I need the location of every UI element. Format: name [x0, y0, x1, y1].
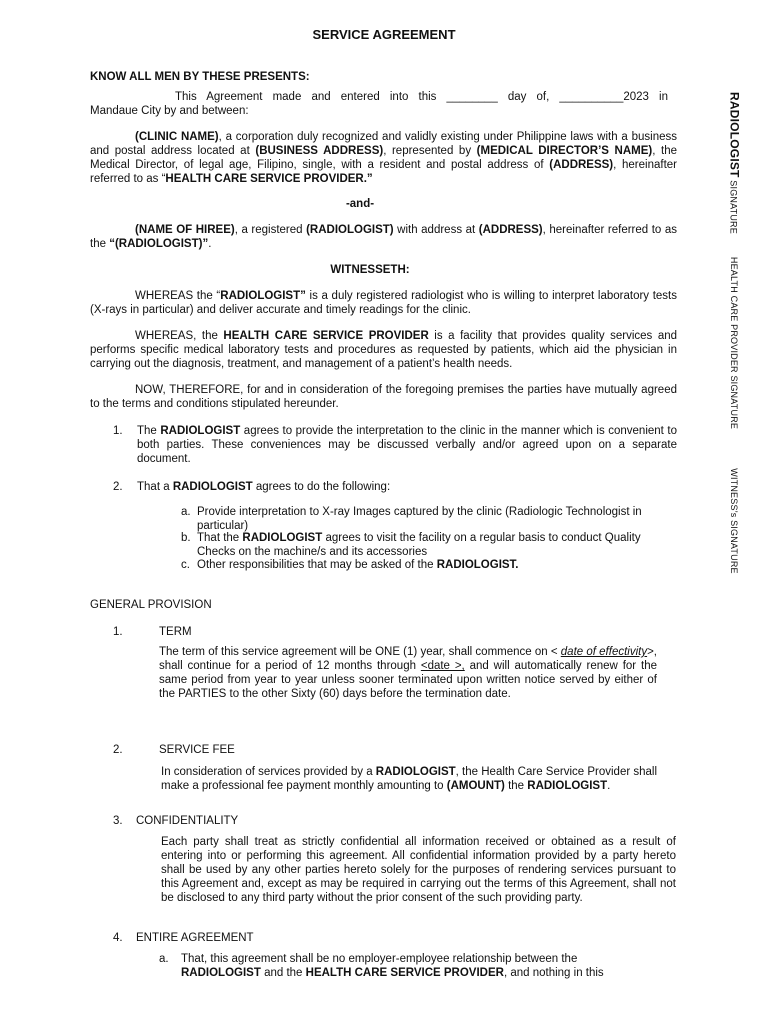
entire-a-letter: a.	[159, 953, 169, 965]
sub-a-text: Provide interpretation to X-ray Images captured by the clinic (Radiologic Technologist in particular)	[197, 506, 642, 532]
hiree-paragraph: (NAME OF HIREE), a registered (RADIOLOGIST) with address at (ADDRESS), hereinafter referred to as the “(RADIOLOGIST)”.	[90, 224, 677, 250]
sub-b-letter: b.	[181, 532, 191, 544]
sub-c-letter: c.	[181, 559, 190, 571]
confidentiality-text: Each party shall treat as strictly confidential all information received or obtained as a result of entering into or performing this agreement. All confidential information provided by a party hereto shall be used by any other parties hereto solely for the purposes of rendering services pursuant to this Agreement and, except as may be required in carrying out the terms of this Agreement, shall not be disclosed to any third party without the prior consent of the such providing party.	[161, 836, 676, 904]
confidentiality-number: 3.	[113, 815, 123, 827]
term-heading: TERM	[159, 626, 192, 638]
term-number: 1.	[113, 626, 123, 638]
intro-line-1: This Agreement made and entered into this ________ day of, __________2023 in	[175, 91, 668, 103]
general-provision-heading: GENERAL PROVISION	[90, 599, 212, 611]
document-title: SERVICE AGREEMENT	[312, 27, 456, 42]
intro-line-2: Mandaue City by and between:	[90, 105, 249, 117]
item-2-text: That a RADIOLOGIST agrees to do the following:	[137, 481, 391, 493]
provider-signature-label: HEALTH CARE PROVIDER SIGNATURE	[729, 256, 739, 430]
sub-c-text: Other responsibilities that may be asked of the RADIOLOGIST.	[197, 559, 519, 571]
fee-heading: SERVICE FEE	[159, 744, 235, 756]
confidentiality-heading: CONFIDENTIALITY	[136, 815, 239, 827]
whereas-provider: WHEREAS, the HEALTH CARE SERVICE PROVIDER is a facility that provides quality services and performs specific medical laboratory tests and procedures as requested by patients, which aid the physician in carrying out the diagnosis, treatment, and management of a patient’s health needs.	[90, 330, 678, 370]
fee-text: In consideration of services provided by a RADIOLOGIST, the Health Care Service Provider shall make a professional fee payment monthly amounting to (AMOUNT) the RADIOLOGIST.	[161, 766, 658, 792]
whereas-radiologist: WHEREAS the “RADIOLOGIST” is a duly registered radiologist who is willing to interpret laboratory tests (X-rays in particular) and deliver accurate and timely readings for the clinic.	[90, 290, 677, 316]
fee-number: 2.	[113, 744, 123, 756]
know-all-heading: KNOW ALL MEN BY THESE PRESENTS:	[90, 71, 310, 83]
sub-a-letter: a.	[181, 506, 191, 518]
item-2-number: 2.	[113, 481, 123, 493]
and-separator: -and-	[345, 198, 375, 210]
item-1-text: The RADIOLOGIST agrees to provide the interpretation to the clinic in the manner which is convenient to both parties. These conveniences may be discussed verbally and/or agreed upon on a separate document.	[137, 425, 678, 465]
clinic-paragraph: (CLINIC NAME), a corporation duly recognized and validly existing under Philippine laws with a business and postal address located at (BUSINESS ADDRESS), represented by (MEDICAL DIRECTOR’S NAME), the Medical Director, of legal age, Filipino, single, with a resident and postal address of (ADDRESS), hereinafter referred to as “HEALTH CARE SERVICE PROVIDER.”	[90, 131, 677, 185]
witnesseth-heading: WITNESSETH:	[330, 264, 410, 276]
item-1-number: 1.	[113, 425, 123, 437]
radiologist-signature-label: RADIOLOGIST SIGNATURE	[727, 92, 742, 234]
witness-signature-label: WITNESS’s SIGNATURE	[729, 468, 739, 574]
now-therefore-paragraph: NOW, THEREFORE, for and in consideration of the foregoing premises the parties have mutually agreed to the terms and conditions stipulated hereunder.	[90, 384, 677, 410]
entire-a-text: That, this agreement shall be no employer-employee relationship between the RADIOLOGIST and the HEALTH CARE SERVICE PROVIDER, and nothing in this	[181, 953, 604, 979]
entire-agreement-number: 4.	[113, 932, 123, 944]
entire-agreement-heading: ENTIRE AGREEMENT	[136, 932, 254, 944]
sub-b-text: That the RADIOLOGIST agrees to visit the facility on a regular basis to conduct Quality Checks on the machine/s and its accessories	[197, 532, 641, 558]
term-text: The term of this service agreement will be ONE (1) year, shall commence on < date of effectivity>, shall continue for a period of 12 months through <date >, and will automatically renew for the same period from year to year unless sooner terminated upon written notice served by either of the PARTIES to the other Sixty (60) days before the termination date.	[159, 646, 658, 700]
